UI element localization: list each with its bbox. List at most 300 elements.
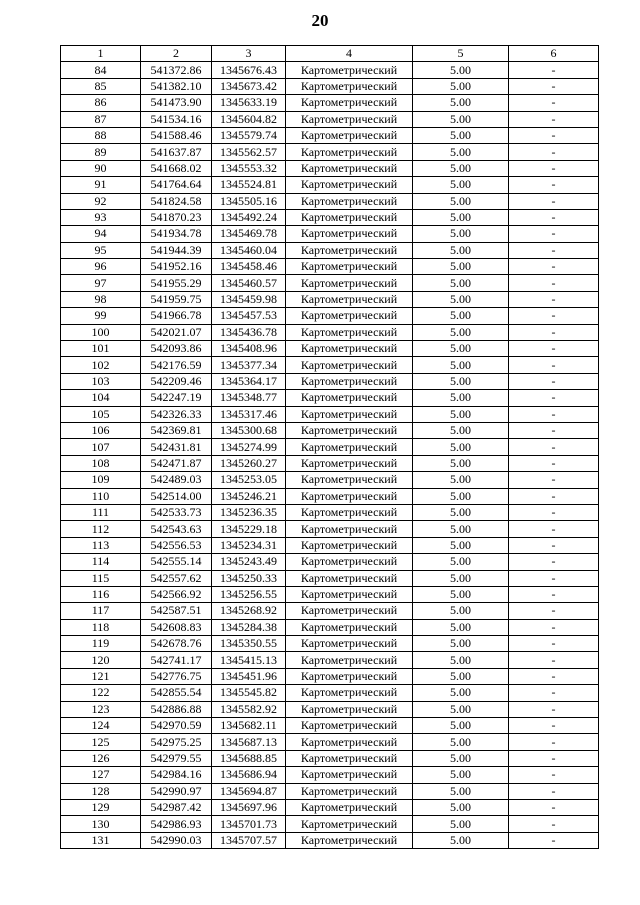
y-coordinate-cell: 1345562.57	[212, 144, 286, 160]
method-cell: Картометрический	[286, 390, 413, 406]
x-coordinate-cell: 542021.07	[141, 324, 212, 340]
point-number-cell: 118	[61, 619, 141, 635]
note-cell: -	[509, 62, 599, 78]
accuracy-cell: 5.00	[413, 160, 509, 176]
x-coordinate-cell: 541944.39	[141, 242, 212, 258]
method-cell: Картометрический	[286, 799, 413, 815]
x-coordinate-cell: 541955.29	[141, 275, 212, 291]
x-coordinate-cell: 542855.54	[141, 685, 212, 701]
y-coordinate-cell: 1345682.11	[212, 718, 286, 734]
accuracy-cell: 5.00	[413, 537, 509, 553]
accuracy-cell: 5.00	[413, 144, 509, 160]
point-number-cell: 124	[61, 718, 141, 734]
point-number-cell: 111	[61, 504, 141, 520]
y-coordinate-cell: 1345451.96	[212, 668, 286, 684]
point-number-cell: 104	[61, 390, 141, 406]
y-coordinate-cell: 1345260.27	[212, 455, 286, 471]
note-cell: -	[509, 127, 599, 143]
accuracy-cell: 5.00	[413, 603, 509, 619]
method-cell: Картометрический	[286, 357, 413, 373]
note-cell: -	[509, 357, 599, 373]
table-row	[61, 570, 599, 586]
table-row	[61, 521, 599, 537]
method-cell: Картометрический	[286, 275, 413, 291]
method-cell: Картометрический	[286, 242, 413, 258]
x-coordinate-cell: 542776.75	[141, 668, 212, 684]
method-cell: Картометрический	[286, 439, 413, 455]
method-cell: Картометрический	[286, 718, 413, 734]
point-number-cell: 122	[61, 685, 141, 701]
accuracy-cell: 5.00	[413, 95, 509, 111]
y-coordinate-cell: 1345246.21	[212, 488, 286, 504]
note-cell: -	[509, 406, 599, 422]
accuracy-cell: 5.00	[413, 275, 509, 291]
note-cell: -	[509, 78, 599, 94]
y-coordinate-cell: 1345492.24	[212, 209, 286, 225]
method-cell: Картометрический	[286, 701, 413, 717]
y-coordinate-cell: 1345694.87	[212, 783, 286, 799]
accuracy-cell: 5.00	[413, 406, 509, 422]
point-number-cell: 91	[61, 177, 141, 193]
accuracy-cell: 5.00	[413, 373, 509, 389]
x-coordinate-cell: 542471.87	[141, 455, 212, 471]
method-cell: Картометрический	[286, 341, 413, 357]
table-row	[61, 160, 599, 176]
x-coordinate-cell: 541382.10	[141, 78, 212, 94]
note-cell: -	[509, 603, 599, 619]
x-coordinate-cell: 542557.62	[141, 570, 212, 586]
point-number-cell: 121	[61, 668, 141, 684]
table-row	[61, 177, 599, 193]
point-number-cell: 112	[61, 521, 141, 537]
method-cell: Картометрический	[286, 259, 413, 275]
accuracy-cell: 5.00	[413, 324, 509, 340]
accuracy-cell: 5.00	[413, 504, 509, 520]
point-number-cell: 94	[61, 226, 141, 242]
y-coordinate-cell: 1345377.34	[212, 357, 286, 373]
x-coordinate-cell: 541668.02	[141, 160, 212, 176]
accuracy-cell: 5.00	[413, 390, 509, 406]
note-cell: -	[509, 718, 599, 734]
table-row	[61, 718, 599, 734]
y-coordinate-cell: 1345673.42	[212, 78, 286, 94]
x-coordinate-cell: 541870.23	[141, 209, 212, 225]
y-coordinate-cell: 1345579.74	[212, 127, 286, 143]
y-coordinate-cell: 1345460.57	[212, 275, 286, 291]
y-coordinate-cell: 1345236.35	[212, 504, 286, 520]
note-cell: -	[509, 259, 599, 275]
table-row	[61, 406, 599, 422]
note-cell: -	[509, 832, 599, 848]
point-number-cell: 89	[61, 144, 141, 160]
accuracy-cell: 5.00	[413, 832, 509, 848]
table-row	[61, 455, 599, 471]
method-cell: Картометрический	[286, 177, 413, 193]
table-row	[61, 259, 599, 275]
y-coordinate-cell: 1345460.04	[212, 242, 286, 258]
note-cell: -	[509, 636, 599, 652]
x-coordinate-cell: 542556.53	[141, 537, 212, 553]
note-cell: -	[509, 586, 599, 602]
method-cell: Картометрический	[286, 816, 413, 832]
point-number-cell: 84	[61, 62, 141, 78]
point-number-cell: 129	[61, 799, 141, 815]
x-coordinate-cell: 542984.16	[141, 767, 212, 783]
table-row	[61, 504, 599, 520]
accuracy-cell: 5.00	[413, 554, 509, 570]
note-cell: -	[509, 537, 599, 553]
y-coordinate-cell: 1345604.82	[212, 111, 286, 127]
accuracy-cell: 5.00	[413, 62, 509, 78]
x-coordinate-cell: 542543.63	[141, 521, 212, 537]
x-coordinate-cell: 542326.33	[141, 406, 212, 422]
table-row	[61, 619, 599, 635]
note-cell: -	[509, 439, 599, 455]
method-cell: Картометрический	[286, 570, 413, 586]
table-row	[61, 390, 599, 406]
y-coordinate-cell: 1345243.49	[212, 554, 286, 570]
y-coordinate-cell: 1345701.73	[212, 816, 286, 832]
point-number-cell: 87	[61, 111, 141, 127]
table-row	[61, 193, 599, 209]
x-coordinate-cell: 542975.25	[141, 734, 212, 750]
table-row	[61, 668, 599, 684]
y-coordinate-cell: 1345250.33	[212, 570, 286, 586]
method-cell: Картометрический	[286, 406, 413, 422]
accuracy-cell: 5.00	[413, 636, 509, 652]
point-number-cell: 108	[61, 455, 141, 471]
accuracy-cell: 5.00	[413, 193, 509, 209]
table-row	[61, 78, 599, 94]
note-cell: -	[509, 341, 599, 357]
column-header: 6	[509, 46, 599, 62]
point-number-cell: 107	[61, 439, 141, 455]
y-coordinate-cell: 1345415.13	[212, 652, 286, 668]
accuracy-cell: 5.00	[413, 570, 509, 586]
point-number-cell: 131	[61, 832, 141, 848]
point-number-cell: 92	[61, 193, 141, 209]
note-cell: -	[509, 226, 599, 242]
accuracy-cell: 5.00	[413, 291, 509, 307]
note-cell: -	[509, 111, 599, 127]
method-cell: Картометрический	[286, 636, 413, 652]
method-cell: Картометрический	[286, 504, 413, 520]
accuracy-cell: 5.00	[413, 78, 509, 94]
method-cell: Картометрический	[286, 78, 413, 94]
x-coordinate-cell: 542555.14	[141, 554, 212, 570]
accuracy-cell: 5.00	[413, 308, 509, 324]
point-number-cell: 115	[61, 570, 141, 586]
accuracy-cell: 5.00	[413, 734, 509, 750]
x-coordinate-cell: 542247.19	[141, 390, 212, 406]
method-cell: Картометрический	[286, 652, 413, 668]
note-cell: -	[509, 242, 599, 258]
table-row	[61, 308, 599, 324]
note-cell: -	[509, 390, 599, 406]
point-number-cell: 85	[61, 78, 141, 94]
y-coordinate-cell: 1345268.92	[212, 603, 286, 619]
table-row	[61, 472, 599, 488]
point-number-cell: 123	[61, 701, 141, 717]
x-coordinate-cell: 542741.17	[141, 652, 212, 668]
point-number-cell: 95	[61, 242, 141, 258]
method-cell: Картометрический	[286, 734, 413, 750]
table-row	[61, 652, 599, 668]
x-coordinate-cell: 541934.78	[141, 226, 212, 242]
table-row	[61, 488, 599, 504]
x-coordinate-cell: 542533.73	[141, 504, 212, 520]
method-cell: Картометрический	[286, 767, 413, 783]
point-number-cell: 130	[61, 816, 141, 832]
table-row	[61, 439, 599, 455]
x-coordinate-cell: 541959.75	[141, 291, 212, 307]
point-number-cell: 102	[61, 357, 141, 373]
method-cell: Картометрический	[286, 324, 413, 340]
x-coordinate-cell: 542209.46	[141, 373, 212, 389]
accuracy-cell: 5.00	[413, 341, 509, 357]
note-cell: -	[509, 668, 599, 684]
method-cell: Картометрический	[286, 472, 413, 488]
point-number-cell: 96	[61, 259, 141, 275]
accuracy-cell: 5.00	[413, 685, 509, 701]
table-row	[61, 832, 599, 848]
table-row	[61, 357, 599, 373]
method-cell: Картометрический	[286, 226, 413, 242]
accuracy-cell: 5.00	[413, 521, 509, 537]
table-row	[61, 586, 599, 602]
table-row	[61, 750, 599, 766]
x-coordinate-cell: 542489.03	[141, 472, 212, 488]
method-cell: Картометрический	[286, 373, 413, 389]
accuracy-cell: 5.00	[413, 127, 509, 143]
table-row	[61, 209, 599, 225]
note-cell: -	[509, 652, 599, 668]
x-coordinate-cell: 542990.97	[141, 783, 212, 799]
table-row	[61, 341, 599, 357]
y-coordinate-cell: 1345274.99	[212, 439, 286, 455]
method-cell: Картометрический	[286, 209, 413, 225]
method-cell: Картометрический	[286, 291, 413, 307]
note-cell: -	[509, 521, 599, 537]
note-cell: -	[509, 308, 599, 324]
method-cell: Картометрический	[286, 193, 413, 209]
table-row	[61, 111, 599, 127]
note-cell: -	[509, 554, 599, 570]
point-number-cell: 126	[61, 750, 141, 766]
accuracy-cell: 5.00	[413, 799, 509, 815]
accuracy-cell: 5.00	[413, 488, 509, 504]
accuracy-cell: 5.00	[413, 652, 509, 668]
point-number-cell: 88	[61, 127, 141, 143]
table-row	[61, 226, 599, 242]
table-row	[61, 701, 599, 717]
method-cell: Картометрический	[286, 832, 413, 848]
x-coordinate-cell: 541966.78	[141, 308, 212, 324]
note-cell: -	[509, 95, 599, 111]
method-cell: Картометрический	[286, 160, 413, 176]
method-cell: Картометрический	[286, 521, 413, 537]
coordinates-table	[60, 45, 599, 849]
table-row	[61, 144, 599, 160]
x-coordinate-cell: 542678.76	[141, 636, 212, 652]
table-row	[61, 816, 599, 832]
method-cell: Картометрический	[286, 111, 413, 127]
x-coordinate-cell: 541952.16	[141, 259, 212, 275]
accuracy-cell: 5.00	[413, 767, 509, 783]
y-coordinate-cell: 1345633.19	[212, 95, 286, 111]
note-cell: -	[509, 324, 599, 340]
y-coordinate-cell: 1345553.32	[212, 160, 286, 176]
method-cell: Картометрический	[286, 668, 413, 684]
note-cell: -	[509, 472, 599, 488]
accuracy-cell: 5.00	[413, 718, 509, 734]
y-coordinate-cell: 1345687.13	[212, 734, 286, 750]
point-number-cell: 86	[61, 95, 141, 111]
x-coordinate-cell: 542176.59	[141, 357, 212, 373]
point-number-cell: 98	[61, 291, 141, 307]
y-coordinate-cell: 1345686.94	[212, 767, 286, 783]
column-header: 4	[286, 46, 413, 62]
y-coordinate-cell: 1345688.85	[212, 750, 286, 766]
y-coordinate-cell: 1345582.92	[212, 701, 286, 717]
accuracy-cell: 5.00	[413, 242, 509, 258]
table-body	[61, 62, 599, 849]
note-cell: -	[509, 734, 599, 750]
accuracy-cell: 5.00	[413, 209, 509, 225]
point-number-cell: 97	[61, 275, 141, 291]
y-coordinate-cell: 1345256.55	[212, 586, 286, 602]
y-coordinate-cell: 1345350.55	[212, 636, 286, 652]
note-cell: -	[509, 750, 599, 766]
point-number-cell: 106	[61, 422, 141, 438]
method-cell: Картометрический	[286, 685, 413, 701]
y-coordinate-cell: 1345545.82	[212, 685, 286, 701]
point-number-cell: 113	[61, 537, 141, 553]
note-cell: -	[509, 209, 599, 225]
column-header: 2	[141, 46, 212, 62]
table-row	[61, 62, 599, 78]
point-number-cell: 101	[61, 341, 141, 357]
x-coordinate-cell: 542970.59	[141, 718, 212, 734]
table-row	[61, 242, 599, 258]
x-coordinate-cell: 542566.92	[141, 586, 212, 602]
table-row	[61, 783, 599, 799]
point-number-cell: 128	[61, 783, 141, 799]
table-row	[61, 422, 599, 438]
table-row	[61, 767, 599, 783]
x-coordinate-cell: 541637.87	[141, 144, 212, 160]
method-cell: Картометрический	[286, 554, 413, 570]
y-coordinate-cell: 1345364.17	[212, 373, 286, 389]
point-number-cell: 117	[61, 603, 141, 619]
method-cell: Картометрический	[286, 783, 413, 799]
method-cell: Картометрический	[286, 127, 413, 143]
note-cell: -	[509, 455, 599, 471]
note-cell: -	[509, 144, 599, 160]
note-cell: -	[509, 275, 599, 291]
accuracy-cell: 5.00	[413, 783, 509, 799]
x-coordinate-cell: 541473.90	[141, 95, 212, 111]
table-row	[61, 799, 599, 815]
table-row	[61, 537, 599, 553]
y-coordinate-cell: 1345459.98	[212, 291, 286, 307]
method-cell: Картометрический	[286, 455, 413, 471]
note-cell: -	[509, 422, 599, 438]
y-coordinate-cell: 1345458.46	[212, 259, 286, 275]
point-number-cell: 119	[61, 636, 141, 652]
accuracy-cell: 5.00	[413, 701, 509, 717]
x-coordinate-cell: 542431.81	[141, 439, 212, 455]
note-cell: -	[509, 373, 599, 389]
note-cell: -	[509, 193, 599, 209]
method-cell: Картометрический	[286, 488, 413, 504]
accuracy-cell: 5.00	[413, 439, 509, 455]
note-cell: -	[509, 291, 599, 307]
accuracy-cell: 5.00	[413, 111, 509, 127]
method-cell: Картометрический	[286, 603, 413, 619]
x-coordinate-cell: 541588.46	[141, 127, 212, 143]
accuracy-cell: 5.00	[413, 619, 509, 635]
x-coordinate-cell: 542886.88	[141, 701, 212, 717]
y-coordinate-cell: 1345300.68	[212, 422, 286, 438]
x-coordinate-cell: 541764.64	[141, 177, 212, 193]
point-number-cell: 127	[61, 767, 141, 783]
point-number-cell: 110	[61, 488, 141, 504]
note-cell: -	[509, 160, 599, 176]
note-cell: -	[509, 570, 599, 586]
x-coordinate-cell: 542608.83	[141, 619, 212, 635]
y-coordinate-cell: 1345436.78	[212, 324, 286, 340]
point-number-cell: 125	[61, 734, 141, 750]
table-row	[61, 734, 599, 750]
x-coordinate-cell: 541372.86	[141, 62, 212, 78]
x-coordinate-cell: 542979.55	[141, 750, 212, 766]
column-header: 5	[413, 46, 509, 62]
note-cell: -	[509, 504, 599, 520]
y-coordinate-cell: 1345284.38	[212, 619, 286, 635]
method-cell: Картометрический	[286, 750, 413, 766]
x-coordinate-cell: 542369.81	[141, 422, 212, 438]
accuracy-cell: 5.00	[413, 357, 509, 373]
table-row	[61, 291, 599, 307]
table-row	[61, 275, 599, 291]
y-coordinate-cell: 1345253.05	[212, 472, 286, 488]
accuracy-cell: 5.00	[413, 472, 509, 488]
x-coordinate-cell: 541824.58	[141, 193, 212, 209]
method-cell: Картометрический	[286, 144, 413, 160]
y-coordinate-cell: 1345229.18	[212, 521, 286, 537]
note-cell: -	[509, 177, 599, 193]
point-number-cell: 90	[61, 160, 141, 176]
table-row	[61, 95, 599, 111]
method-cell: Картометрический	[286, 95, 413, 111]
method-cell: Картометрический	[286, 422, 413, 438]
point-number-cell: 116	[61, 586, 141, 602]
x-coordinate-cell: 542514.00	[141, 488, 212, 504]
point-number-cell: 99	[61, 308, 141, 324]
note-cell: -	[509, 701, 599, 717]
x-coordinate-cell: 541534.16	[141, 111, 212, 127]
point-number-cell: 105	[61, 406, 141, 422]
y-coordinate-cell: 1345505.16	[212, 193, 286, 209]
x-coordinate-cell: 542987.42	[141, 799, 212, 815]
note-cell: -	[509, 767, 599, 783]
accuracy-cell: 5.00	[413, 259, 509, 275]
y-coordinate-cell: 1345707.57	[212, 832, 286, 848]
point-number-cell: 114	[61, 554, 141, 570]
method-cell: Картометрический	[286, 586, 413, 602]
table-row	[61, 636, 599, 652]
